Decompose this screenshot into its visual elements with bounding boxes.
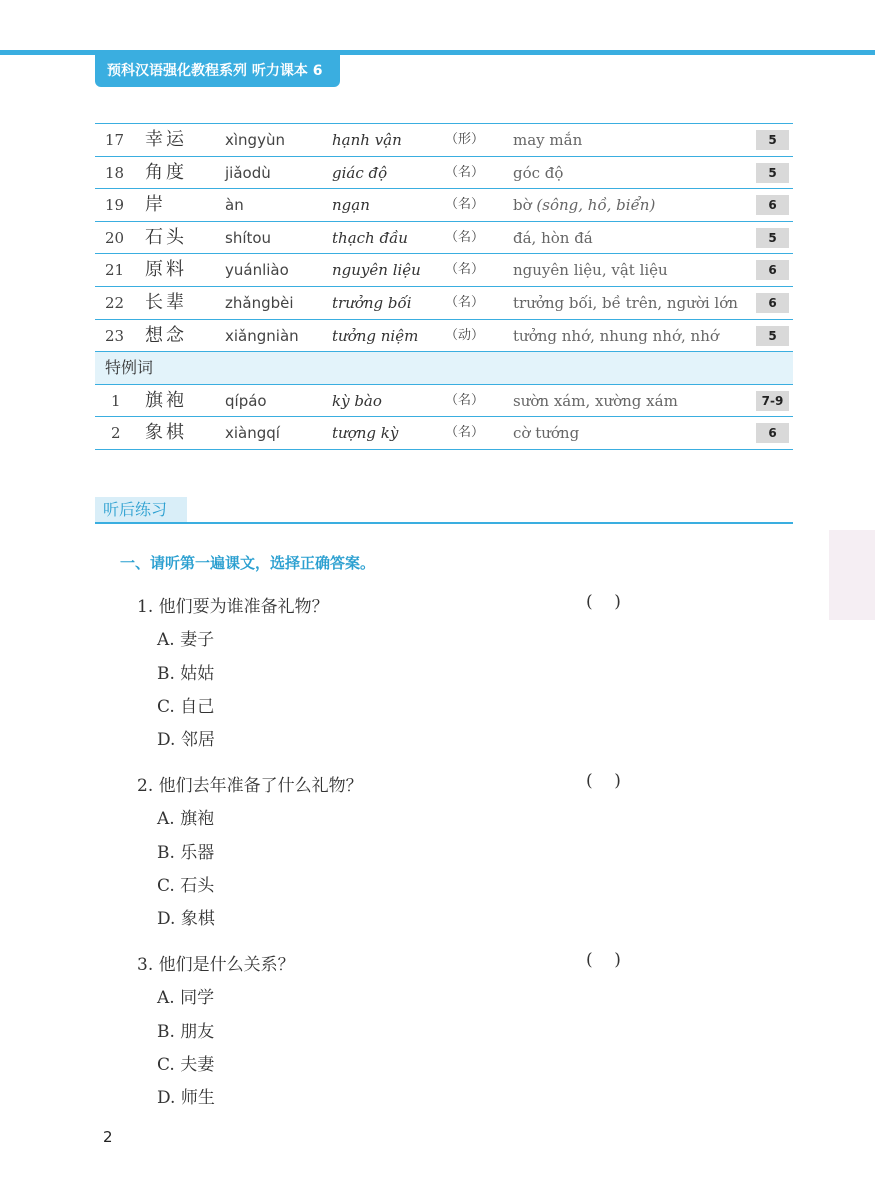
- vocab-hanviet: thạch đầu: [332, 228, 408, 247]
- vocab-hanzi: 幸运: [145, 129, 187, 150]
- level-badge: 7-9: [756, 391, 789, 411]
- vocab-meaning: đá, hòn đá: [513, 228, 593, 247]
- vocab-hanzi: 岸: [145, 194, 166, 216]
- level-badge: 5: [756, 228, 789, 248]
- vocab-hanviet: kỳ bào: [332, 391, 382, 410]
- vocab-meaning: sườn xám, xường xám: [513, 391, 678, 410]
- vocab-row: [95, 320, 793, 353]
- vocab-hanviet: nguyên liệu: [332, 261, 421, 280]
- vocab-hanviet: tưởng niệm: [332, 326, 419, 345]
- vocab-pinyin: xìngyùn: [225, 131, 285, 149]
- vocab-meaning: trưởng bối, bề trên, người lớn: [513, 293, 738, 312]
- vocab-pinyin: xiǎngniàn: [225, 326, 299, 345]
- vocab-row: [95, 254, 793, 287]
- level-badge: 5: [756, 326, 789, 346]
- option: B. 朋友: [157, 1022, 215, 1042]
- vocab-pinyin: jiǎodù: [225, 163, 271, 182]
- page-side-tab: [829, 530, 875, 620]
- level-badge: 6: [756, 293, 789, 313]
- vocab-number: 20: [105, 228, 125, 247]
- option: A. 同学: [157, 988, 215, 1008]
- vocab-hanzi: 想念: [145, 324, 187, 346]
- vocab-row: [95, 157, 793, 190]
- level-badge: 6: [756, 195, 789, 215]
- vocab-pos: （形）: [445, 132, 485, 147]
- vocab-number: 18: [105, 163, 125, 182]
- exercise-instruction: 一、请听第一遍课文，选择正确答案。: [120, 554, 376, 572]
- vocab-hanzi: 象棋: [145, 422, 187, 444]
- option: C. 石头: [157, 876, 215, 896]
- vocab-pinyin: zhǎngbèi: [225, 293, 294, 312]
- vocab-pos: （名）: [445, 392, 485, 408]
- exercise-rule: [95, 522, 793, 524]
- vocab-meaning: bờ (sông, hồ, biển): [513, 196, 656, 215]
- vocab-meaning: tưởng nhớ, nhung nhớ, nhớ: [513, 326, 719, 345]
- vocab-row: [95, 124, 793, 157]
- question-3: 3. 他们是什么关系？: [137, 955, 295, 975]
- vocab-pinyin: shítou: [225, 228, 272, 247]
- level-badge: 5: [756, 163, 789, 183]
- option: D. 师生: [157, 1088, 215, 1108]
- page-number: 2: [103, 1128, 113, 1146]
- level-badge: 6: [756, 423, 789, 443]
- vocab-pos: （名）: [445, 294, 485, 310]
- vocab-hanzi: 角度: [145, 161, 187, 183]
- option: A. 旗袍: [157, 809, 215, 829]
- vocab-pos: （名）: [445, 197, 485, 213]
- vocab-pos: （名）: [445, 164, 485, 180]
- section-label: 特例词: [105, 358, 154, 378]
- vocab-row: [95, 222, 793, 255]
- vocab-number: 23: [105, 326, 125, 345]
- special-words-header: [95, 352, 793, 385]
- vocab-row: [95, 385, 793, 418]
- answer-blank-1[interactable]: ( ): [586, 592, 621, 612]
- option: B. 姑姑: [157, 664, 215, 684]
- vocab-number: 2: [111, 424, 121, 443]
- answer-blank-2[interactable]: ( ): [586, 771, 621, 791]
- level-badge: 6: [756, 260, 789, 280]
- vocab-meaning: nguyên liệu, vật liệu: [513, 261, 668, 280]
- vocab-hanzi: 石头: [145, 226, 187, 248]
- vocab-pos: （动）: [445, 327, 485, 343]
- vocab-hanviet: ngạn: [332, 196, 370, 215]
- vocab-pinyin: qípáo: [225, 391, 267, 410]
- vocab-number: 21: [105, 261, 125, 280]
- vocab-pos: （名）: [445, 229, 485, 245]
- vocab-meaning: góc độ: [513, 163, 564, 182]
- vocab-number: 22: [105, 293, 125, 312]
- vocab-hanviet: giác độ: [332, 163, 388, 182]
- vocab-pos: （名）: [445, 425, 485, 441]
- level-badge: 5: [756, 130, 789, 150]
- vocab-meaning: may mắn: [513, 131, 583, 149]
- option: B. 乐器: [157, 843, 215, 863]
- vocab-pinyin: àn: [225, 196, 244, 215]
- option: A. 妻子: [157, 630, 215, 650]
- option: C. 夫妻: [157, 1055, 215, 1075]
- vocab-pinyin: xiàngqí: [225, 424, 280, 443]
- question-1: 1. 他们要为谁准备礼物？: [137, 597, 329, 617]
- vocab-row: [95, 417, 793, 450]
- series-title: 预科汉语强化教程系列 听力课本 6: [95, 55, 340, 87]
- vocab-pinyin: yuánliào: [225, 261, 289, 280]
- option: D. 邻居: [157, 730, 215, 750]
- exercise-section-title: 听后练习: [95, 497, 187, 523]
- vocab-hanviet: trưởng bối: [332, 293, 412, 312]
- option: C. 自己: [157, 697, 215, 717]
- vocab-hanviet: hạnh vận: [332, 131, 402, 149]
- vocab-meaning: cờ tướng: [513, 424, 580, 443]
- vocab-row: [95, 189, 793, 222]
- vocabulary-table: [95, 123, 793, 450]
- vocab-hanzi: 长辈: [145, 291, 187, 313]
- vocab-hanviet: tượng kỳ: [332, 424, 399, 443]
- vocab-number: 17: [105, 131, 125, 149]
- vocab-pos: （名）: [445, 262, 485, 278]
- meaning-note: (sông, hồ, biển): [536, 196, 656, 215]
- question-2: 2. 他们去年准备了什么礼物？: [137, 776, 363, 796]
- answer-blank-3[interactable]: ( ): [586, 950, 621, 970]
- vocab-number: 1: [111, 391, 121, 410]
- vocab-hanzi: 原料: [145, 259, 187, 281]
- vocab-number: 19: [105, 196, 125, 215]
- vocab-hanzi: 旗袍: [145, 389, 187, 411]
- option: D. 象棋: [157, 909, 215, 929]
- vocab-row: [95, 287, 793, 320]
